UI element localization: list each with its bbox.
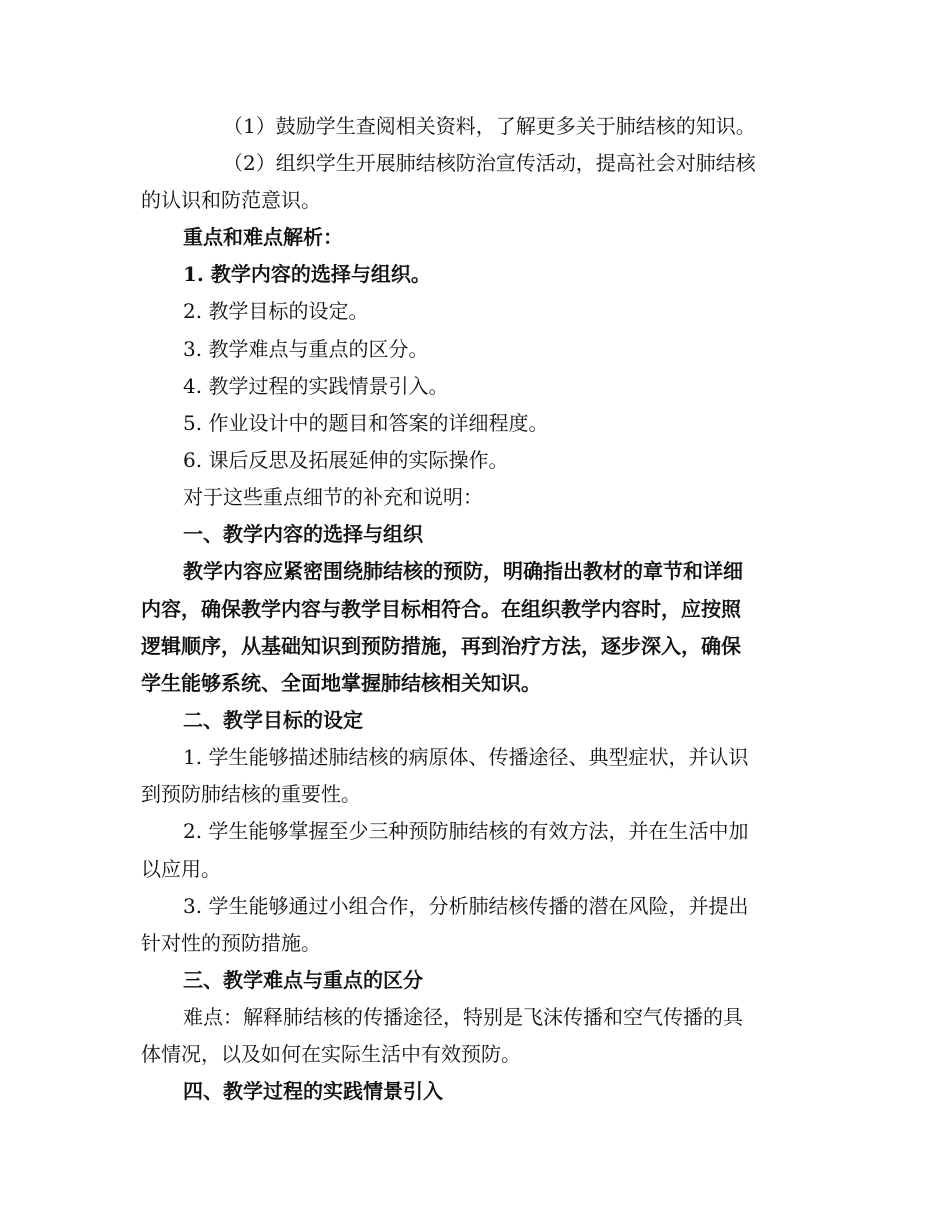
key-point-4: 4. 教学过程的实践情景引入。 bbox=[183, 374, 449, 398]
difficulty-line-1: 难点：解释肺结核的传播途径，特别是飞沫传播和空气传播的具 bbox=[183, 1005, 743, 1029]
activity-item-2: （2）组织学生开展肺结核防治宣传活动，提高社会对肺结核 bbox=[223, 151, 756, 175]
paragraph-1-line-4: 学生能够系统、全面地掌握肺结核相关知识。 bbox=[141, 671, 541, 695]
heading-1: 一、教学内容的选择与组织 bbox=[183, 522, 423, 546]
goal-3-line-2: 针对性的预防措施。 bbox=[141, 931, 321, 955]
activity-item-2-cont: 的认识和防范意识。 bbox=[141, 188, 321, 212]
activity-item-1: （1）鼓励学生查阅相关资料，了解更多关于肺结核的知识。 bbox=[223, 114, 756, 138]
goal-2-line-2: 以应用。 bbox=[141, 857, 221, 881]
heading-2: 二、教学目标的设定 bbox=[183, 708, 363, 732]
supplement-intro: 对于这些重点细节的补充和说明： bbox=[183, 485, 483, 509]
key-point-2: 2. 教学目标的设定。 bbox=[183, 299, 369, 323]
paragraph-1-line-1: 教学内容应紧密围绕肺结核的预防，明确指出教材的章节和详细 bbox=[183, 559, 743, 583]
key-point-5: 5. 作业设计中的题目和答案的详细程度。 bbox=[183, 411, 549, 435]
heading-4: 四、教学过程的实践情景引入 bbox=[183, 1079, 443, 1103]
paragraph-1-line-2: 内容，确保教学内容与教学目标相符合。在组织教学内容时，应按照 bbox=[141, 597, 741, 621]
goal-1-line-1: 1. 学生能够描述肺结核的病原体、传播途径、典型症状，并认识 bbox=[183, 745, 749, 769]
difficulty-line-2: 体情况，以及如何在实际生活中有效预防。 bbox=[141, 1042, 521, 1066]
goal-1-line-2: 到预防肺结核的重要性。 bbox=[141, 782, 361, 806]
goal-3-line-1: 3. 学生能够通过小组合作，分析肺结核传播的潜在风险，并提出 bbox=[183, 894, 749, 918]
key-point-6: 6. 课后反思及拓展延伸的实际操作。 bbox=[183, 448, 509, 472]
section-heading: 重点和难点解析： bbox=[183, 225, 343, 249]
goal-2-line-1: 2. 学生能够掌握至少三种预防肺结核的有效方法，并在生活中加 bbox=[183, 819, 749, 843]
paragraph-1-line-3: 逻辑顺序，从基础知识到预防措施，再到治疗方法，逐步深入，确保 bbox=[141, 634, 741, 658]
key-point-3: 3. 教学难点与重点的区分。 bbox=[183, 337, 429, 361]
heading-3: 三、教学难点与重点的区分 bbox=[183, 968, 423, 992]
key-point-1: 1. 教学内容的选择与组织。 bbox=[183, 262, 431, 286]
